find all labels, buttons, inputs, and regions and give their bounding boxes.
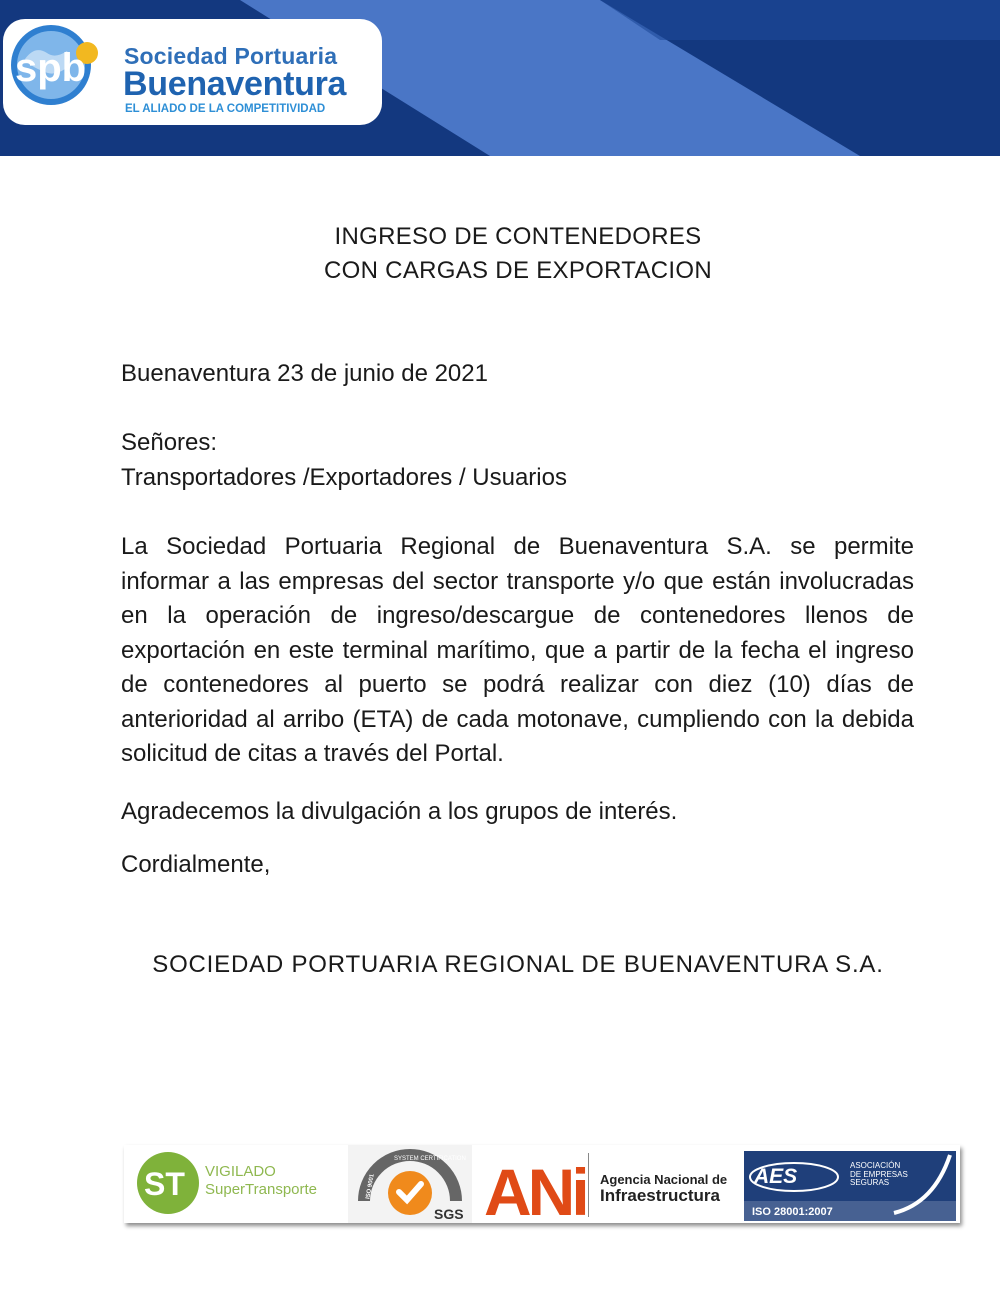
aes-logo: [744, 1151, 956, 1221]
logo-name-line2: Buenaventura: [123, 65, 347, 103]
title-line2: CON CARGAS DE EXPORTACION: [323, 257, 712, 284]
salutation: [121, 426, 914, 495]
sgs-iso-text: ISO 9001: [365, 1173, 376, 1200]
signature-line: SOCIEDAD PORTUARIA REGIONAL DE BUENAVENTURA S.A.: [152, 951, 884, 978]
sgs-ring-text: SYSTEM CERTIFICATION: [394, 1156, 466, 1162]
ani-line2: Infraestructura: [600, 1186, 720, 1205]
thanks-paragraph: Agradecemos la divulgación a los grupos de interés.: [121, 798, 678, 825]
aes-mark: AES: [754, 1165, 798, 1188]
supertransporte-icon: [130, 1145, 210, 1223]
sgs-seal-icon: [348, 1145, 472, 1223]
document-title: [0, 220, 1000, 288]
aes-side-line3: SEGURAS: [850, 1178, 890, 1187]
title-line1: INGRESO DE CONTENEDORES: [334, 223, 702, 250]
sgs-certification-logo: [348, 1145, 472, 1223]
supertransporte-line1: VIGILADO: [205, 1163, 276, 1180]
logo-monogram: spb: [15, 46, 87, 90]
body-paragraph: La Sociedad Portuaria Regional de Buenaventura S.A. se permite informar a las empresas del sector transporte y/o que están involucradas en la operación de ingreso/descargue de contenedores llenos de exportación en este terminal marítimo, que a partir de la fecha el ingreso de contenedores al puerto se podrá realizar con diez (10) días de anterioridad al arribo (ETA) de cada motonave, cumpliendo con la debida solicitud de citas a través del Portal.: [121, 533, 914, 767]
aes-side-line1: ASOCIACIÓN: [850, 1161, 901, 1170]
aes-description: [850, 1162, 908, 1188]
ani-mark-icon: [482, 1145, 592, 1223]
ani-divider: [588, 1153, 589, 1217]
supertransporte-mark: ST: [144, 1166, 185, 1202]
logo-name-line1: Sociedad Portuaria: [124, 43, 338, 69]
logo-tagline: EL ALIADO DE LA COMPETITIVIDAD: [125, 103, 326, 115]
header-banner: [0, 0, 1000, 156]
sgs-brand: SGS: [434, 1206, 464, 1222]
aes-iso-text: ISO 28001:2007: [752, 1206, 833, 1218]
spb-globe-icon: [3, 19, 103, 109]
aes-side-line2: DE EMPRESAS: [850, 1169, 908, 1179]
salutation-line2: Transportadores /Exportadores / Usuarios: [121, 463, 567, 491]
ani-mark: ANi: [484, 1155, 586, 1223]
closing-text: Cordialmente,: [121, 851, 271, 878]
supertransporte-line2: SuperTransporte: [205, 1181, 318, 1198]
supertransporte-logo: [124, 1145, 346, 1223]
company-logo: [3, 19, 382, 125]
ani-logo: [476, 1145, 742, 1223]
footer-logos: [124, 1145, 960, 1223]
ani-line1: Agencia Nacional de: [600, 1172, 728, 1187]
salutation-line1: Señores:: [121, 429, 218, 456]
document-date: Buenaventura 23 de junio de 2021: [121, 360, 488, 387]
